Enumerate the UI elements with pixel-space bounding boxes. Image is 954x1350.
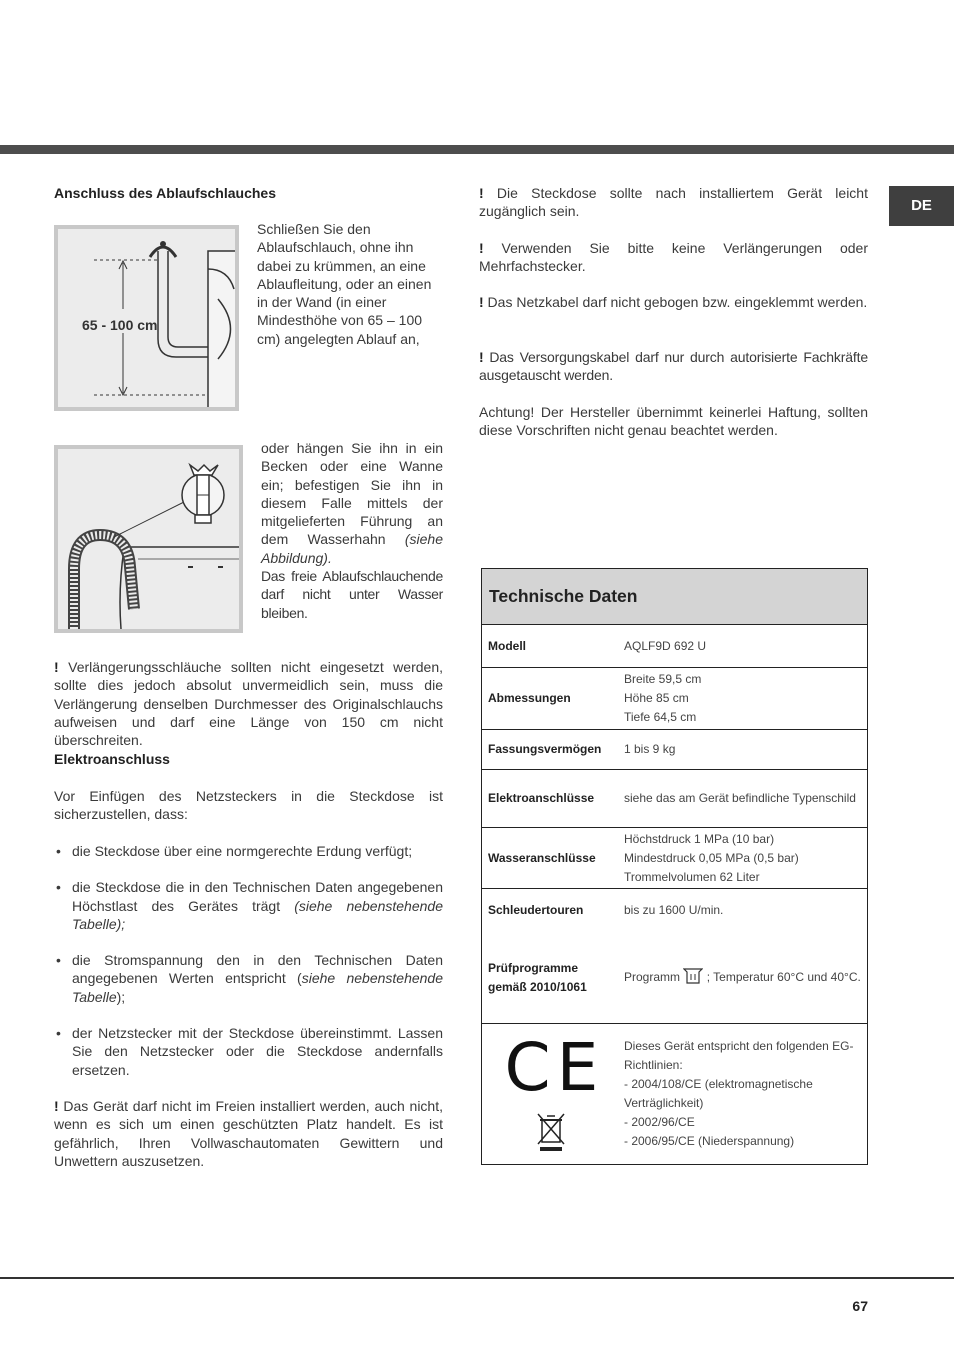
note-text: Das Netzkabel darf nicht gebogen bzw. eingeklemmt werden. [483,294,868,310]
electric-intro: Vor Einfügen des Netzsteckers in die Steckdose ist sicherzustellen, dass: [54,788,443,823]
value-line: Höhe 85 cm [624,691,689,705]
row-value [617,889,867,932]
row-value [617,625,867,667]
row-label: Wasseranschlüsse [488,850,596,865]
note-text: Verwenden Sie bitte keine Verlängerungen oder Mehrfachstecker. [479,240,868,275]
weee-bin-icon [537,1112,565,1152]
ce-directives [617,1024,867,1164]
note-no-extension [479,239,868,276]
ce-cell [482,1024,617,1164]
row-label: Elektroanschlüsse [488,791,595,805]
ce-mark-group [495,1029,605,1154]
row-label: Prüfprogramme gemäß 2010/1061 [488,960,587,994]
row-label: Fassungsvermögen [488,742,602,756]
test-program-line [624,968,867,987]
list-item [54,951,443,1006]
warning-mark: ! [54,1098,59,1114]
drain-text-2-end: Das freie Ablaufschlauchende darf nicht unter Wasser bleiben. [261,568,443,621]
language-tab: DE [889,186,954,226]
value-line: Breite 59,5 cm [624,672,702,686]
value-line: AQLF9D 692 U [624,638,707,653]
warning-mark: ! [479,240,484,256]
drain-text-2-ref: (siehe Abbildung). [261,531,443,566]
table-row [482,1024,867,1164]
row-value [617,730,867,769]
note-hose-text: Verlängerungsschläuche sollten nicht eingesetzt werden, sollte dies jedoch absolut unvermeidlich sein, muss die Verlängerung denselben Durchmesser des Originalschlauchs aufweisen und darf eine Länge von 150 cm nicht überschreiten. [54,659,443,749]
value-line: siehe das am Gerät befindliche Typenschild [624,791,856,805]
warning-mark: ! [479,349,484,365]
value-line: Mindestdruck 0,05 MPa (0,5 bar) [624,850,799,865]
value-line: bis zu 1600 U/min. [624,903,724,917]
technical-data-table [481,568,868,1165]
note-socket-access [479,184,868,221]
list-item [54,1024,443,1079]
heading-electric: Elektroanschluss [54,751,170,767]
height-range-label: 65 - 100 cm [82,317,158,333]
note-text: Das Versorgungskabel darf nur durch autorisierte Fachkräfte ausgetauscht werden. [479,349,868,384]
table-row [482,730,867,770]
heading-drain: Anschluss des Ablaufschlauches [54,185,276,201]
note-outdoor-text: Das Gerät darf nicht im Freien installiert werden, auch nicht, wenn es sich um einen geschützten Platz handelt. Es ist gefährlich, Ihren Vollwaschautomaten Gewittern und Unwettern auszusetzen. [54,1098,443,1169]
table-row [482,625,867,668]
note-text: Die Steckdose sollte nach installiertem Gerät leicht zugänglich sein. [479,185,868,220]
note-outdoor [54,1097,443,1170]
value-line: Tiefe 64,5 cm [624,710,697,724]
bullet-text-end: ); [116,988,126,1005]
bullet-text: die Steckdose die in den Technischen Daten angegebenen Höchstlast des Gerätes trägt [72,879,443,914]
bottom-rule [0,1277,954,1279]
table-row [482,668,867,730]
test-program-text: Programm [624,970,681,984]
list-item [54,842,443,860]
page-number: 67 [852,1298,868,1314]
tub-hang-illustration [58,449,239,629]
table-row [482,828,867,889]
bullet-text: der Netzstecker mit der Steckdose übereinstimmt. Lassen Sie den Netzstecker oder die Steckdose andernfalls ersetzen. [72,1025,443,1078]
electric-checklist [54,842,443,1097]
row-value [617,932,867,1023]
list-item [54,878,443,933]
directive-line: - 2006/95/CE (Niederspannung) [624,1134,795,1148]
value-line: Trommelvolumen 62 Liter [624,869,760,884]
top-bar [0,145,954,154]
bullet-text: die Stromspannung den in den Technischen Daten angegebenen Werten entspricht ( [72,952,443,987]
drain-text-2 [261,439,443,622]
directive-line: - 2004/108/CE (elektromagnetische Verträglichkeit) [624,1077,813,1110]
test-program-temp: ; Temperatur 60°C und 40°C. [706,970,861,984]
bullet-ref: siehe nebenstehende Tabelle [72,970,444,1005]
directive-line: Dieses Gerät entspricht den folgenden EG-Richtlinien: [624,1039,854,1072]
row-label: Modell [488,638,526,653]
table-row [482,932,867,1024]
note-hose-extension [54,658,443,749]
table-row [482,770,867,828]
drain-height-figure [54,225,239,411]
row-label: Abmessungen [488,691,571,705]
directive-line: - 2002/96/CE [624,1115,695,1129]
table-title: Technische Daten [482,569,867,625]
value-line: 1 bis 9 kg [624,742,676,756]
row-value [617,668,867,729]
note-cable-bend [479,293,868,311]
row-value [617,828,867,888]
warning-mark: ! [479,185,484,201]
tub-hang-figure [54,445,243,633]
cotton-program-icon [683,968,703,984]
row-value [617,770,867,827]
value-line: Höchstdruck 1 MPa (10 bar) [624,831,775,846]
warning-mark: ! [54,659,59,675]
ce-mark-icon: CE [504,1029,605,1106]
note-cable-replace [479,348,868,385]
drain-text-2-main: oder hängen Sie ihn in ein Becken oder eine Wanne ein; befestigen Sie ihn in diesem Falle mittels der mitgelieferten Führung an dem Wasserhahn [261,440,443,548]
drain-text-1: Schließen Sie den Ablaufschlauch, ohne ihn dabei zu krümmen, an eine Ablaufleitung, oder an einen in der Wand (in einer Mindesthöhe von 65 – 100 cm) angelegten Ablauf an, [257,221,432,347]
bullet-ref: (siehe nebenstehende Tabelle); [72,897,443,932]
liability-warning: Achtung! Der Hersteller übernimmt keinerlei Haftung, sollten diese Vorschriften nicht genau beachtet werden. [479,404,868,439]
row-label: Schleudertouren [488,903,584,917]
bullet-text: die Steckdose über eine normgerechte Erdung verfügt; [72,843,413,859]
warning-mark: ! [479,294,484,310]
table-row [482,889,867,932]
